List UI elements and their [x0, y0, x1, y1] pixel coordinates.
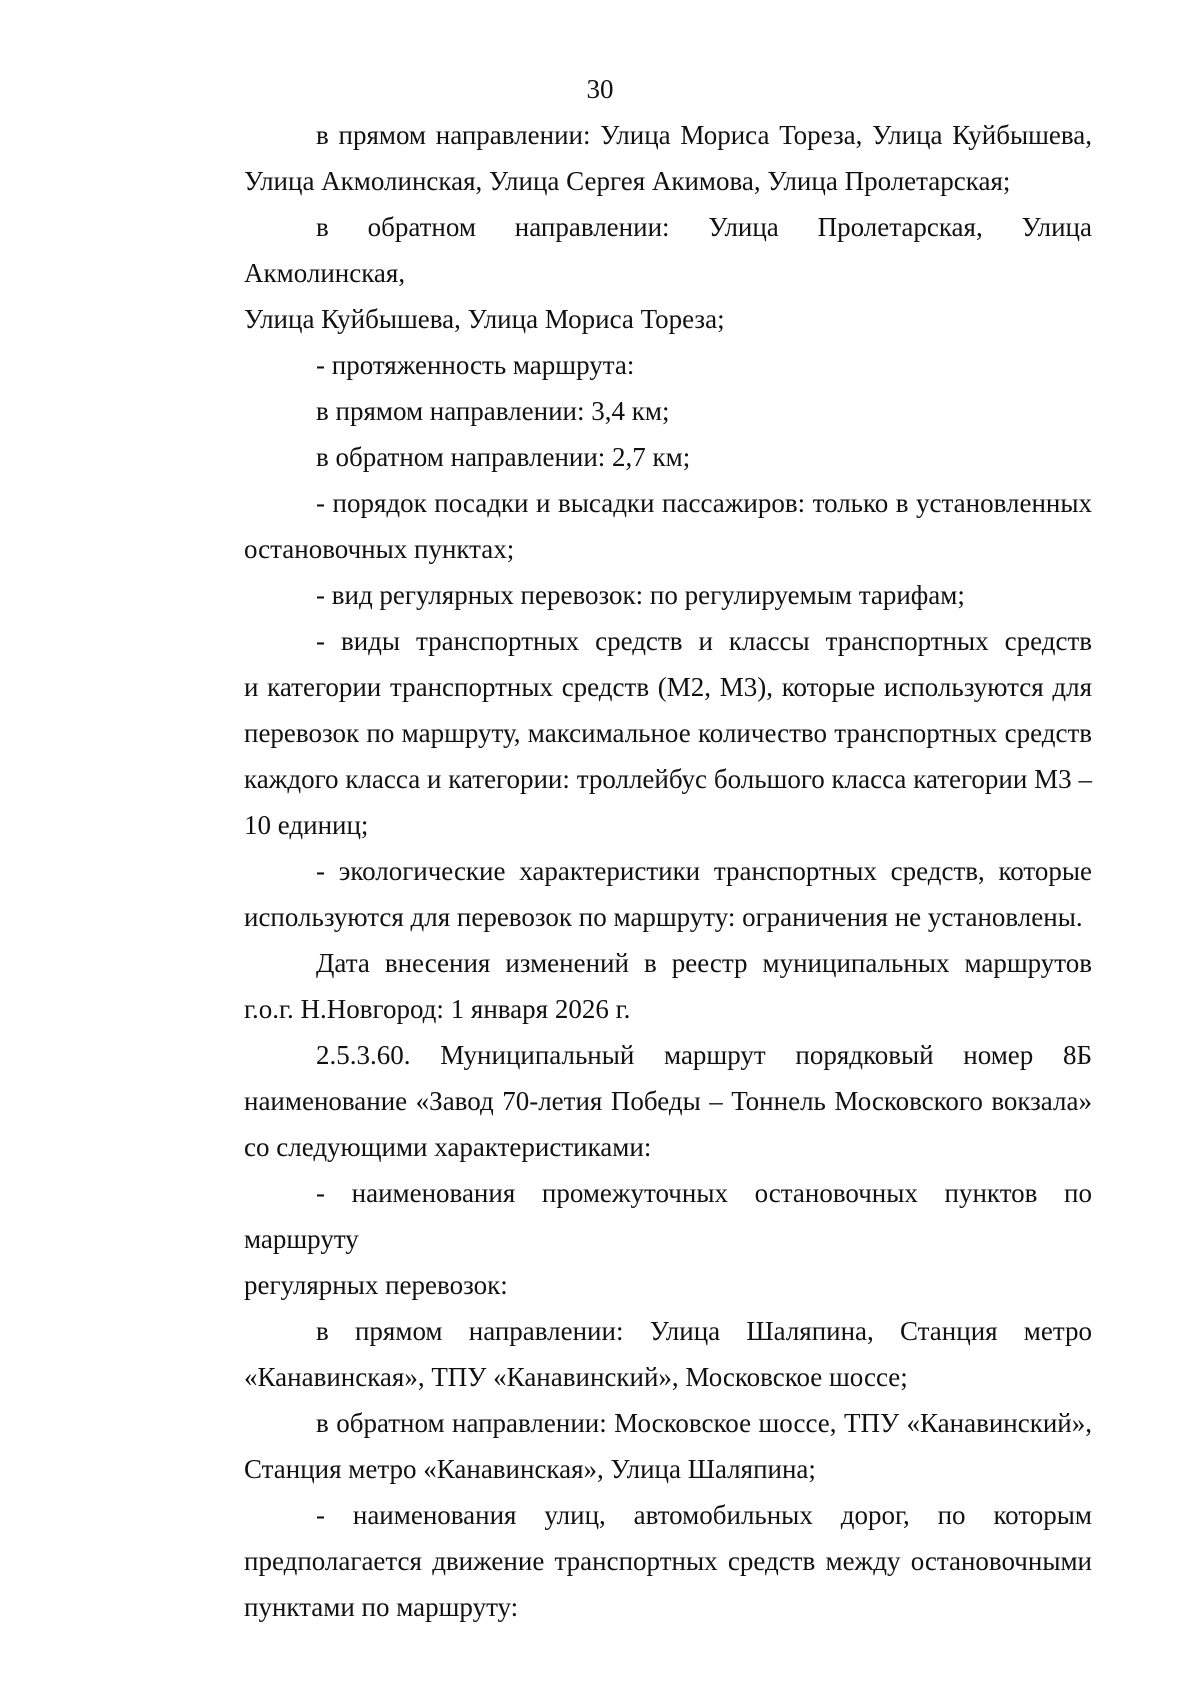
text-line: остановочных пунктах;	[244, 534, 515, 564]
paragraph-route-8b-heading	[172, 1032, 1092, 1170]
text-line: Улица Акмолинская, Улица Сергея Акимова, Улица Пролетарская;	[244, 166, 1011, 196]
text-line: в обратном направлении: Московское шоссе, ТПУ «Канавинский»,	[316, 1408, 1092, 1438]
text-line: 2.5.3.60. Муниципальный маршрут порядковый номер 8Б	[316, 1040, 1092, 1070]
text-line: - порядок посадки и высадки пассажиров: только в установленных	[316, 488, 1092, 518]
paragraph-forward-streets	[172, 112, 1092, 204]
text-line: используются для перевозок по маршруту: ограничения не установлены.	[244, 902, 1083, 932]
text-line: «Канавинская», ТПУ «Канавинский», Московское шоссе;	[244, 1362, 908, 1392]
text-line: Станция метро «Канавинская», Улица Шаляпина;	[244, 1454, 816, 1484]
paragraph-vehicle-classes	[172, 618, 1092, 848]
text-line: со следующими характеристиками:	[244, 1132, 652, 1162]
text-line: - вид регулярных перевозок: по регулируемым тарифам;	[316, 580, 965, 610]
document-body	[172, 112, 1092, 1630]
text-line: 10 единиц;	[244, 810, 369, 840]
text-line: в обратном направлении: Улица Пролетарская, Улица Акмолинская,	[244, 212, 1092, 288]
text-line: - виды транспортных средств и классы транспортных средств	[316, 626, 1092, 656]
text-line: - протяженность маршрута:	[316, 350, 635, 380]
paragraph-transport-type	[172, 572, 1092, 618]
text-line: и категории транспортных средств (М2, М3), которые используются для	[244, 672, 1092, 702]
paragraph-boarding-order	[172, 480, 1092, 572]
text-line: каждого класса и категории: троллейбус большого класса категории М3 –	[244, 764, 1092, 794]
paragraph-forward-length	[172, 388, 1092, 434]
text-line: в обратном направлении: 2,7 км;	[316, 442, 691, 472]
paragraph-reverse-streets	[172, 204, 1092, 342]
text-line: наименование «Завод 70-летия Победы – Тоннель Московского вокзала»	[244, 1086, 1092, 1116]
paragraph-forward-stops	[172, 1308, 1092, 1400]
text-line: в прямом направлении: Улица Шаляпина, Станция метро	[316, 1316, 1092, 1346]
paragraph-reverse-length	[172, 434, 1092, 480]
text-line: регулярных перевозок:	[244, 1270, 508, 1300]
text-line: Улица Куйбышева, Улица Мориса Тореза;	[244, 304, 725, 334]
text-line: пунктами по маршруту:	[244, 1592, 519, 1622]
text-line: предполагается движение транспортных средств между остановочными	[244, 1546, 1092, 1576]
paragraph-intermediate-stops	[172, 1170, 1092, 1308]
text-line: в прямом направлении: Улица Мориса Тореза, Улица Куйбышева,	[316, 120, 1092, 150]
page-number: 30	[586, 74, 614, 104]
paragraph-registry-date	[172, 940, 1092, 1032]
text-line: Дата внесения изменений в реестр муниципальных маршрутов	[316, 948, 1092, 978]
text-line: г.о.г. Н.Новгород: 1 января 2026 г.	[244, 994, 631, 1024]
paragraph-ecological	[172, 848, 1092, 940]
text-line: - наименования промежуточных остановочных пунктов по маршруту	[244, 1178, 1092, 1254]
paragraph-streets-roads	[172, 1492, 1092, 1630]
text-line: - наименования улиц, автомобильных дорог, по которым	[316, 1500, 1092, 1530]
text-line: в прямом направлении: 3,4 км;	[316, 396, 670, 426]
paragraph-reverse-stops	[172, 1400, 1092, 1492]
text-line: - экологические характеристики транспортных средств, которые	[316, 856, 1092, 886]
paragraph-route-length	[172, 342, 1092, 388]
text-line: перевозок по маршруту, максимальное количество транспортных средств	[244, 718, 1092, 748]
